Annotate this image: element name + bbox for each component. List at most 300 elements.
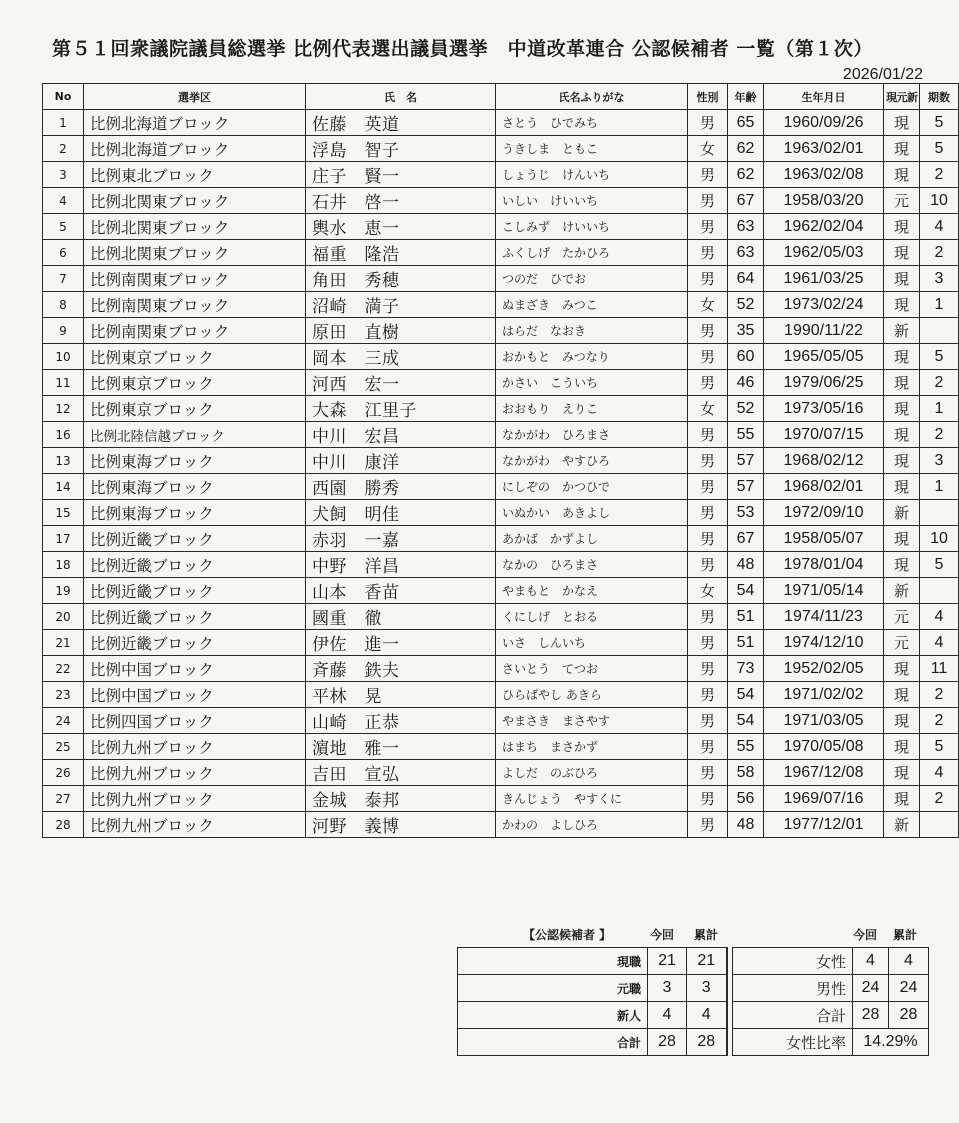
table-header-row	[43, 84, 959, 110]
cell-district: 比例四国ブロック	[84, 708, 306, 734]
cell-no: 14	[43, 474, 84, 500]
cell-name: 佐藤 英道	[306, 110, 496, 136]
cell-dob: 1971/02/02	[764, 682, 884, 708]
summary-label: 女性	[733, 948, 853, 975]
cell-kana: さいとう てつお	[496, 656, 688, 682]
table-row	[43, 526, 959, 552]
female-ratio-value: 14.29%	[853, 1029, 929, 1056]
cell-age: 54	[728, 708, 764, 734]
cell-age: 48	[728, 552, 764, 578]
cell-sex: 男	[688, 786, 728, 812]
cell-status: 現	[884, 214, 920, 240]
cell-terms: 1	[920, 292, 959, 318]
cell-dob: 1970/07/15	[764, 422, 884, 448]
cell-sex: 男	[688, 162, 728, 188]
cell-kana: いぬかい あきよし	[496, 500, 688, 526]
cell-age: 64	[728, 266, 764, 292]
cell-age: 52	[728, 396, 764, 422]
cell-sex: 女	[688, 292, 728, 318]
cell-status: 現	[884, 526, 920, 552]
cell-terms: 2	[920, 422, 959, 448]
summary-col-total-right: 累計	[893, 928, 918, 942]
cell-kana: かさい こういち	[496, 370, 688, 396]
summary-col-current-right: 今回	[853, 928, 878, 942]
cell-name: 犬飼 明佳	[306, 500, 496, 526]
table-row	[43, 630, 959, 656]
cell-district: 比例近畿ブロック	[84, 578, 306, 604]
cell-no: 10	[43, 344, 84, 370]
cell-district: 比例東京ブロック	[84, 344, 306, 370]
cell-district: 比例北陸信越ブロック	[84, 422, 306, 448]
cell-sex: 男	[688, 630, 728, 656]
summary-total: 4	[889, 948, 929, 975]
cell-status: 新	[884, 578, 920, 604]
cell-district: 比例北関東ブロック	[84, 240, 306, 266]
table-row	[43, 760, 959, 786]
table-row	[43, 422, 959, 448]
cell-terms: 2	[920, 240, 959, 266]
cell-kana: なかの ひろまさ	[496, 552, 688, 578]
summary-label: 現職	[458, 948, 648, 975]
cell-kana: しょうじ けんいち	[496, 162, 688, 188]
cell-name: 沼崎 満子	[306, 292, 496, 318]
cell-age: 54	[728, 578, 764, 604]
cell-age: 73	[728, 656, 764, 682]
summary-label: 合計	[733, 1002, 853, 1029]
cell-name: 河野 義博	[306, 812, 496, 838]
cell-district: 比例近畿ブロック	[84, 630, 306, 656]
cell-terms: 1	[920, 474, 959, 500]
cell-sex: 男	[688, 604, 728, 630]
cell-sex: 男	[688, 552, 728, 578]
summary-current: 28	[853, 1002, 889, 1029]
cell-age: 67	[728, 188, 764, 214]
cell-district: 比例北海道ブロック	[84, 110, 306, 136]
cell-district: 比例近畿ブロック	[84, 604, 306, 630]
table-row	[43, 240, 959, 266]
cell-name: 平林 晃	[306, 682, 496, 708]
table-row	[43, 370, 959, 396]
cell-name: 河西 宏一	[306, 370, 496, 396]
document-title: 第５１回衆議院議員総選挙 比例代表選出議員選挙 中道改革連合 公認候補者 一覧（第１次）	[52, 38, 873, 60]
summary-current: 4	[853, 948, 889, 975]
cell-kana: なかがわ やすひろ	[496, 448, 688, 474]
cell-status: 元	[884, 604, 920, 630]
table-row	[43, 604, 959, 630]
cell-age: 48	[728, 812, 764, 838]
cell-status: 新	[884, 500, 920, 526]
cell-status: 現	[884, 448, 920, 474]
summary-col-current: 今回	[650, 928, 675, 942]
cell-district: 比例南関東ブロック	[84, 266, 306, 292]
cell-district: 比例南関東ブロック	[84, 318, 306, 344]
cell-name: 伊佐 進一	[306, 630, 496, 656]
cell-name: 庄子 賢一	[306, 162, 496, 188]
cell-name: 石井 啓一	[306, 188, 496, 214]
table-row	[43, 812, 959, 838]
summary-col-total: 累計	[694, 928, 719, 942]
cell-terms: 5	[920, 552, 959, 578]
cell-kana: やまもと かなえ	[496, 578, 688, 604]
cell-sex: 男	[688, 370, 728, 396]
summary-table	[457, 947, 929, 1056]
cell-dob: 1958/05/07	[764, 526, 884, 552]
cell-age: 52	[728, 292, 764, 318]
cell-kana: くにしげ とおる	[496, 604, 688, 630]
cell-terms: 2	[920, 370, 959, 396]
cell-dob: 1990/11/22	[764, 318, 884, 344]
cell-kana: ふくしげ たかひろ	[496, 240, 688, 266]
table-row	[43, 136, 959, 162]
cell-sex: 男	[688, 214, 728, 240]
summary-total: 24	[889, 975, 929, 1002]
table-row	[43, 214, 959, 240]
summary-total: 4	[687, 1002, 727, 1029]
cell-district: 比例北海道ブロック	[84, 136, 306, 162]
table-row	[43, 188, 959, 214]
summary-row	[458, 975, 929, 1002]
table-row	[43, 344, 959, 370]
cell-terms: 4	[920, 604, 959, 630]
cell-district: 比例九州ブロック	[84, 786, 306, 812]
header-name: 氏 名	[306, 84, 496, 110]
cell-no: 23	[43, 682, 84, 708]
summary-label: 新人	[458, 1002, 648, 1029]
cell-sex: 男	[688, 500, 728, 526]
cell-name: 福重 隆浩	[306, 240, 496, 266]
table-row	[43, 500, 959, 526]
cell-sex: 男	[688, 682, 728, 708]
cell-terms	[920, 318, 959, 344]
table-row	[43, 682, 959, 708]
summary-current: 3	[648, 975, 687, 1002]
cell-no: 21	[43, 630, 84, 656]
cell-dob: 1974/12/10	[764, 630, 884, 656]
summary-label: 合計	[458, 1029, 648, 1056]
cell-sex: 男	[688, 734, 728, 760]
cell-dob: 1963/02/01	[764, 136, 884, 162]
cell-sex: 男	[688, 760, 728, 786]
cell-status: 現	[884, 474, 920, 500]
cell-no: 8	[43, 292, 84, 318]
summary-total: 28	[889, 1002, 929, 1029]
cell-dob: 1969/07/16	[764, 786, 884, 812]
table-row	[43, 292, 959, 318]
cell-name: 原田 直樹	[306, 318, 496, 344]
cell-sex: 男	[688, 708, 728, 734]
cell-sex: 男	[688, 656, 728, 682]
cell-sex: 女	[688, 578, 728, 604]
cell-kana: なかがわ ひろまさ	[496, 422, 688, 448]
cell-dob: 1963/02/08	[764, 162, 884, 188]
cell-age: 51	[728, 630, 764, 656]
cell-terms	[920, 578, 959, 604]
cell-dob: 1971/05/14	[764, 578, 884, 604]
cell-district: 比例九州ブロック	[84, 734, 306, 760]
header-district: 選挙区	[84, 84, 306, 110]
header-no: No	[43, 84, 84, 110]
cell-terms: 4	[920, 214, 959, 240]
table-row	[43, 552, 959, 578]
cell-district: 比例近畿ブロック	[84, 552, 306, 578]
cell-status: 現	[884, 552, 920, 578]
cell-status: 現	[884, 708, 920, 734]
cell-no: 25	[43, 734, 84, 760]
cell-sex: 女	[688, 396, 728, 422]
cell-status: 現	[884, 396, 920, 422]
cell-status: 現	[884, 786, 920, 812]
table-row	[43, 396, 959, 422]
header-sex: 性別	[688, 84, 728, 110]
table-row	[43, 448, 959, 474]
cell-age: 62	[728, 162, 764, 188]
cell-kana: こしみず けいいち	[496, 214, 688, 240]
cell-district: 比例九州ブロック	[84, 760, 306, 786]
cell-dob: 1971/03/05	[764, 708, 884, 734]
cell-kana: いさ しんいち	[496, 630, 688, 656]
cell-age: 55	[728, 734, 764, 760]
cell-dob: 1952/02/05	[764, 656, 884, 682]
cell-status: 現	[884, 110, 920, 136]
table-row	[43, 708, 959, 734]
summary-total: 21	[687, 948, 727, 975]
cell-age: 51	[728, 604, 764, 630]
cell-sex: 男	[688, 188, 728, 214]
cell-no: 5	[43, 214, 84, 240]
cell-name: 吉田 宣弘	[306, 760, 496, 786]
cell-no: 13	[43, 448, 84, 474]
table-row	[43, 734, 959, 760]
cell-status: 現	[884, 240, 920, 266]
cell-terms: 5	[920, 110, 959, 136]
cell-no: 24	[43, 708, 84, 734]
cell-dob: 1973/05/16	[764, 396, 884, 422]
cell-no: 15	[43, 500, 84, 526]
cell-district: 比例南関東ブロック	[84, 292, 306, 318]
cell-status: 新	[884, 812, 920, 838]
cell-dob: 1978/01/04	[764, 552, 884, 578]
cell-name: 中川 康洋	[306, 448, 496, 474]
cell-sex: 男	[688, 526, 728, 552]
cell-dob: 1962/05/03	[764, 240, 884, 266]
cell-district: 比例中国ブロック	[84, 656, 306, 682]
table-row	[43, 474, 959, 500]
cell-district: 比例東海ブロック	[84, 500, 306, 526]
cell-district: 比例九州ブロック	[84, 812, 306, 838]
summary-row	[458, 948, 929, 975]
cell-status: 現	[884, 682, 920, 708]
cell-age: 56	[728, 786, 764, 812]
summary-label: 男性	[733, 975, 853, 1002]
cell-status: 現	[884, 734, 920, 760]
table-row	[43, 786, 959, 812]
cell-name: 赤羽 一嘉	[306, 526, 496, 552]
cell-dob: 1973/02/24	[764, 292, 884, 318]
cell-no: 6	[43, 240, 84, 266]
cell-no: 1	[43, 110, 84, 136]
summary-row	[458, 1002, 929, 1029]
cell-name: 浮島 智子	[306, 136, 496, 162]
summary-current: 24	[853, 975, 889, 1002]
table-row	[43, 110, 959, 136]
cell-kana: さとう ひでみち	[496, 110, 688, 136]
summary-total: 3	[687, 975, 727, 1002]
cell-kana: かわの よしひろ	[496, 812, 688, 838]
table-row	[43, 656, 959, 682]
cell-no: 18	[43, 552, 84, 578]
cell-sex: 男	[688, 474, 728, 500]
cell-dob: 1972/09/10	[764, 500, 884, 526]
cell-district: 比例近畿ブロック	[84, 526, 306, 552]
cell-dob: 1974/11/23	[764, 604, 884, 630]
summary-heading: 【公認候補者 】	[523, 928, 612, 942]
summary-row	[458, 1029, 929, 1056]
cell-age: 53	[728, 500, 764, 526]
cell-terms: 11	[920, 656, 959, 682]
cell-status: 現	[884, 162, 920, 188]
cell-district: 比例中国ブロック	[84, 682, 306, 708]
cell-no: 3	[43, 162, 84, 188]
cell-terms: 2	[920, 708, 959, 734]
summary-label: 元職	[458, 975, 648, 1002]
summary-current: 28	[648, 1029, 687, 1056]
cell-age: 67	[728, 526, 764, 552]
cell-dob: 1977/12/01	[764, 812, 884, 838]
cell-no: 2	[43, 136, 84, 162]
summary-current: 21	[648, 948, 687, 975]
cell-kana: きんじょう やすくに	[496, 786, 688, 812]
cell-dob: 1968/02/12	[764, 448, 884, 474]
cell-sex: 男	[688, 448, 728, 474]
cell-dob: 1958/03/20	[764, 188, 884, 214]
cell-age: 55	[728, 422, 764, 448]
cell-status: 元	[884, 188, 920, 214]
cell-district: 比例東海ブロック	[84, 448, 306, 474]
cell-terms: 10	[920, 526, 959, 552]
cell-status: 現	[884, 136, 920, 162]
cell-age: 35	[728, 318, 764, 344]
cell-terms: 2	[920, 162, 959, 188]
cell-kana: にしぞの かつひで	[496, 474, 688, 500]
cell-name: 山本 香苗	[306, 578, 496, 604]
cell-age: 65	[728, 110, 764, 136]
table-row	[43, 578, 959, 604]
candidate-table	[42, 83, 959, 838]
table-row	[43, 266, 959, 292]
cell-dob: 1970/05/08	[764, 734, 884, 760]
cell-terms: 5	[920, 734, 959, 760]
cell-kana: はまち まさかず	[496, 734, 688, 760]
cell-name: 中川 宏昌	[306, 422, 496, 448]
cell-dob: 1965/05/05	[764, 344, 884, 370]
cell-terms: 5	[920, 136, 959, 162]
header-status: 現元新	[884, 84, 920, 110]
cell-sex: 男	[688, 110, 728, 136]
cell-kana: おかもと みつなり	[496, 344, 688, 370]
table-row	[43, 318, 959, 344]
cell-district: 比例東北ブロック	[84, 162, 306, 188]
cell-dob: 1961/03/25	[764, 266, 884, 292]
cell-sex: 男	[688, 812, 728, 838]
cell-sex: 女	[688, 136, 728, 162]
cell-terms: 10	[920, 188, 959, 214]
cell-district: 比例東海ブロック	[84, 474, 306, 500]
cell-dob: 1979/06/25	[764, 370, 884, 396]
cell-district: 比例東京ブロック	[84, 370, 306, 396]
cell-age: 57	[728, 448, 764, 474]
cell-kana: よしだ のぶひろ	[496, 760, 688, 786]
cell-no: 12	[43, 396, 84, 422]
cell-no: 4	[43, 188, 84, 214]
cell-no: 9	[43, 318, 84, 344]
cell-kana: ひらばやし あきら	[496, 682, 688, 708]
cell-terms: 2	[920, 786, 959, 812]
cell-kana: あかば かずよし	[496, 526, 688, 552]
cell-terms: 1	[920, 396, 959, 422]
cell-no: 7	[43, 266, 84, 292]
cell-name: 斉藤 鉄夫	[306, 656, 496, 682]
summary-total: 28	[687, 1029, 727, 1056]
header-terms: 期数	[920, 84, 959, 110]
cell-name: 山崎 正恭	[306, 708, 496, 734]
cell-terms: 3	[920, 448, 959, 474]
cell-name: 大森 江里子	[306, 396, 496, 422]
cell-kana: いしい けいいち	[496, 188, 688, 214]
cell-kana: つのだ ひでお	[496, 266, 688, 292]
cell-name: 岡本 三成	[306, 344, 496, 370]
cell-kana: おおもり えりこ	[496, 396, 688, 422]
cell-sex: 男	[688, 266, 728, 292]
cell-no: 19	[43, 578, 84, 604]
cell-age: 57	[728, 474, 764, 500]
document-date: 2026/01/22	[842, 66, 923, 83]
cell-name: 西園 勝秀	[306, 474, 496, 500]
cell-status: 現	[884, 760, 920, 786]
cell-no: 16	[43, 422, 84, 448]
cell-terms: 4	[920, 630, 959, 656]
cell-dob: 1962/02/04	[764, 214, 884, 240]
female-ratio-label: 女性比率	[733, 1029, 853, 1056]
cell-district: 比例東京ブロック	[84, 396, 306, 422]
cell-sex: 男	[688, 240, 728, 266]
cell-sex: 男	[688, 318, 728, 344]
cell-name: 角田 秀穂	[306, 266, 496, 292]
cell-status: 元	[884, 630, 920, 656]
cell-age: 46	[728, 370, 764, 396]
cell-dob: 1967/12/08	[764, 760, 884, 786]
cell-name: 輿水 恵一	[306, 214, 496, 240]
header-age: 年齢	[728, 84, 764, 110]
cell-status: 現	[884, 266, 920, 292]
cell-no: 27	[43, 786, 84, 812]
cell-terms	[920, 812, 959, 838]
cell-terms: 4	[920, 760, 959, 786]
cell-no: 11	[43, 370, 84, 396]
cell-name: 國重 徹	[306, 604, 496, 630]
cell-no: 20	[43, 604, 84, 630]
cell-kana: ぬまざき みつこ	[496, 292, 688, 318]
cell-no: 17	[43, 526, 84, 552]
cell-no: 28	[43, 812, 84, 838]
cell-name: 濵地 雅一	[306, 734, 496, 760]
header-kana: 氏名ふりがな	[496, 84, 688, 110]
cell-status: 新	[884, 318, 920, 344]
cell-status: 現	[884, 656, 920, 682]
cell-status: 現	[884, 292, 920, 318]
cell-no: 26	[43, 760, 84, 786]
cell-kana: やまさき まさやす	[496, 708, 688, 734]
cell-district: 比例北関東ブロック	[84, 188, 306, 214]
